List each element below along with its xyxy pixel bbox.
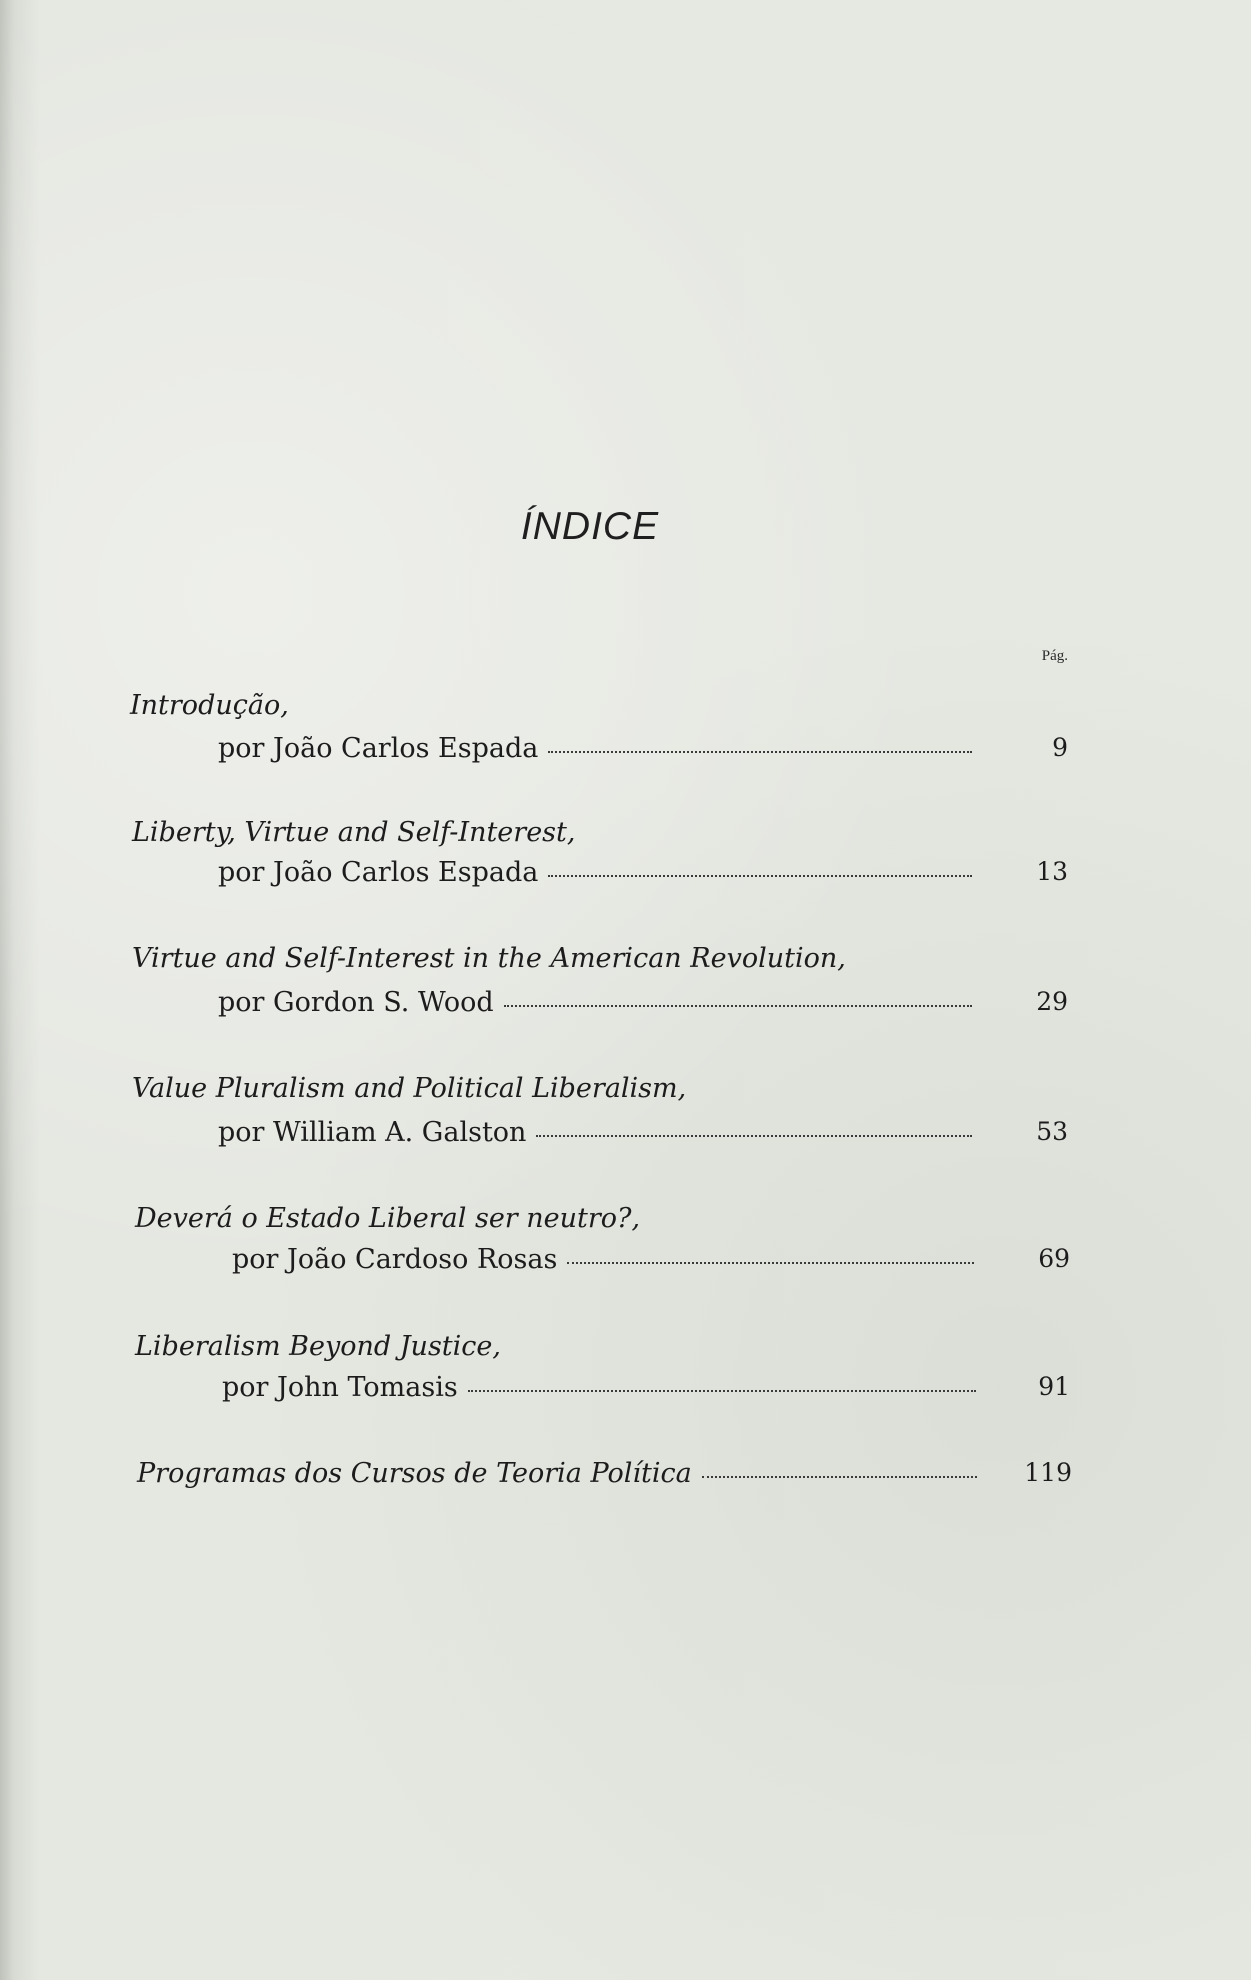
entry-page-number: 69 [1038, 1244, 1070, 1273]
dot-leader [548, 751, 972, 753]
dot-leader [567, 1262, 974, 1264]
page-column-label: Pág. [1041, 648, 1068, 664]
entry-author: por João Carlos Espada [218, 733, 539, 764]
page-title: ÍNDICE [520, 505, 660, 548]
entry-author: por Gordon S. Wood [218, 987, 494, 1018]
dot-leader [536, 1135, 972, 1137]
entry-page-number: 53 [1036, 1117, 1068, 1146]
dot-leader [468, 1390, 976, 1392]
entry-page-number: 29 [1036, 987, 1068, 1016]
entry-author-line [218, 987, 980, 1018]
entry-author-line [218, 1117, 980, 1148]
entry-title: Virtue and Self-Interest in the American Revolution, [132, 943, 846, 974]
entry-author: por John Tomasis [222, 1372, 458, 1403]
entry-author-line [232, 1244, 982, 1275]
entry-author-line [218, 857, 980, 888]
entry-author-line [222, 1372, 984, 1403]
dot-leader [702, 1476, 977, 1478]
final-entry-page-number: 119 [1024, 1458, 1072, 1487]
dot-leader [548, 875, 972, 877]
entry-title: Deverá o Estado Liberal ser neutro?, [135, 1203, 641, 1234]
entry-page-number: 9 [1052, 733, 1068, 762]
dot-leader [504, 1005, 972, 1007]
entry-author: por João Cardoso Rosas [232, 1244, 558, 1275]
entry-author-line [218, 733, 980, 764]
entry-title: Introdução, [130, 690, 289, 721]
entry-title: Liberalism Beyond Justice, [135, 1331, 501, 1362]
entry-author: por João Carlos Espada [218, 857, 539, 888]
entry-page-number: 13 [1036, 857, 1068, 886]
entry-title: Value Pluralism and Political Liberalism, [132, 1073, 687, 1104]
entry-author: por William A. Galston [218, 1117, 527, 1148]
final-entry-title: Programas dos Cursos de Teoria Política [137, 1458, 692, 1489]
final-entry-line [137, 1458, 985, 1489]
entry-title: Liberty, Virtue and Self-Interest, [132, 817, 576, 848]
entry-page-number: 91 [1038, 1372, 1070, 1401]
